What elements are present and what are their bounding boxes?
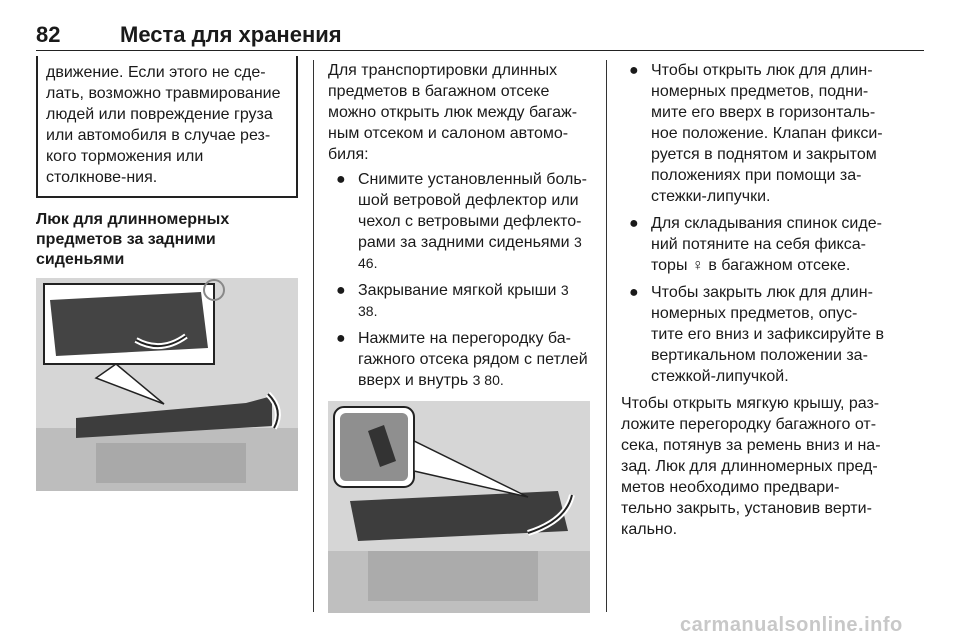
trunk-photo-1 [36,278,298,491]
section-heading: Люк для длинномерных предметов за задними сиденьями [36,211,230,268]
instructions-list [621,60,889,387]
list-item [621,213,889,276]
column-middle [328,60,590,613]
list-item [328,169,590,274]
trunk-illustration-1 [36,278,298,491]
page-title: Места для хранения [120,22,342,47]
list-item [621,60,889,207]
instruction-text: Чтобы открыть люк для длин-номерных предметов, подни-мите его вверх в горизонталь-ное положение. Клапан фикси-руется в поднятом и закрытом положениях при помощи за-стежки-липучки. [651,62,883,205]
step-text: Снимите установленный боль-шой ветровой дефлектор или чехол с ветровыми дефлекто-рами за задними сиденьями [358,171,587,251]
step-text: Закрывание мягкой крыши [358,282,557,299]
warning-box [36,56,298,198]
intro-text: Для транспортировки длинных предметов в багажном отсеке можно открыть люк между багаж-ным отсеком и салоном автомо-биля: [328,62,578,163]
list-item [328,280,590,322]
page-reference-link[interactable]: 3 46. [358,234,582,271]
column-right [621,60,889,540]
column-divider-2 [606,60,607,612]
watermark: carmanualsonline.info [680,614,903,636]
list-item [621,282,889,387]
column-divider-1 [313,60,314,612]
instruction-text: Чтобы закрыть люк для длин-номерных предметов, опус-тите его вниз и зафиксируйте в вертикальном положении за-стежкой-липучкой. [651,284,885,385]
bullet-icon: ● [336,171,346,188]
bullet-icon: ● [629,284,639,301]
bullet-icon: ● [629,62,639,79]
bullet-icon: ● [336,282,346,299]
page-number: 82 [36,22,61,47]
instruction-text: Для складывания спинок сиде-ний потяните на себя фикса-торы ♀ в багажном отсеке. [651,215,882,274]
page-reference-link[interactable]: 3 38. [358,282,569,319]
trunk-illustration-2 [328,401,590,613]
page-reference-link[interactable]: 3 80. [472,372,504,388]
warning-text: движение. Если этого не сде-лать, возможно травмирование людей или повреждение груза или автомобиля в случае рез-кого торможения или столкнове-ния. [46,64,281,186]
page-header [36,18,924,51]
list-item [328,328,590,391]
column-left [36,60,298,491]
trunk-photo-2 [328,401,590,613]
step-text: Нажмите на перегородку ба-гажного отсека рядом с петлей вверх и внутрь [358,330,588,389]
steps-list [328,169,590,391]
bullet-icon: ● [336,330,346,347]
closing-paragraph: Чтобы открыть мягкую крышу, раз-ложите перегородку багажного от-сека, потянув за ремень вниз и на-зад. Люк для длинномерных пред-метов необходимо предвари-тельно закрыть, установив верти-кально. [621,395,881,538]
bullet-icon: ● [629,215,639,232]
